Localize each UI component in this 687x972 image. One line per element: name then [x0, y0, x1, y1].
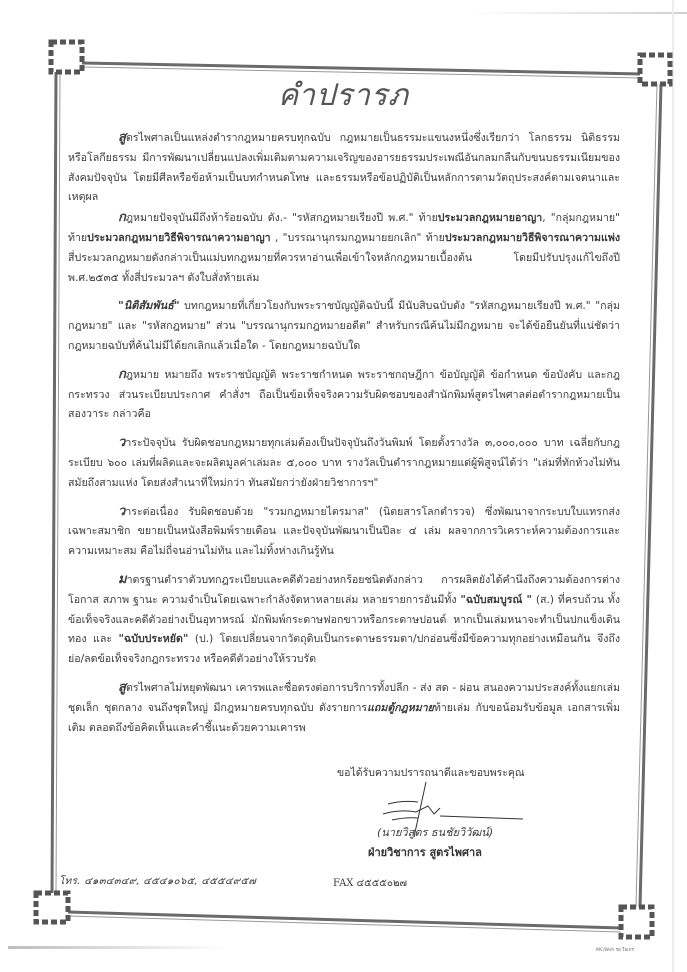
paragraph-8: สูตรไพศาลไม่หยุดพัฒนา เคารพและซื่อตรงต่อการบริการทั้งปลีก - ส่ง สด - ผ่อน สนองความประสงค์ทั้งแยกเล่ม ชุดเล็ก ชุดกลาง จนถึงชุดใหญ่ มีกฎหมายครบทุกฉบับ ดังรายการแถมตู้กฎหมายท้ายเล่ม กับขอน้อมรับข้อมูล เอกสารเพิ่มเติม ตลอดถึงข้อคิดเห็นและคำชี้แนะด้วยความเคารพ [68, 679, 620, 734]
paragraph-lead: ก [118, 366, 126, 382]
phone-numbers: โทร. ๔๑๓๔๓๔๙, ๔๕๔๑๐๖๕, ๔๕๕๔๙๕๗ [59, 876, 257, 887]
preface-body [68, 128, 620, 738]
paragraph-lead: "นิติสัมพันธ์" [118, 299, 180, 313]
paragraph-5: วาระปัจจุบัน รับผิดชอบกฎหมายทุกเล่มต้องเป็นปัจจุบันถึงวันพิมพ์ โดยตั้งรางวัล ๓,๐๐๐,๐๐๐ บาท เฉลี่ยกับกฎระเบียบ ๖๐๐ เล่มที่ผลิตและจะผลิตมูลค่าเล่มละ ๕,๐๐๐ บาท รางวัลเป็นตำรากฎหมายแด่ผู้พิสูจน์ได้ว่า "เล่มที่ทักท้วงไม่ทันสมัยถึงสามแห่ง โดยส่งสำเนาที่ใหม่กว่า ทันสมัยกว่ายังฝ่ายวิชาการฯ" [68, 435, 620, 489]
paragraph-lead: สู [118, 130, 126, 145]
signer-department: ฝ่ายวิชาการ สูตรไพศาล [368, 846, 482, 859]
paragraph-4: กฎหมาย หมายถึง พระราชบัญญัติ พระราชกำหนด พระราชกฤษฎีกา ข้อบัญญัติ ข้อกำหนด ข้อบังคับ และกฎกระทรวง ส่วนระเบียบประกาศ คำสั่งฯ ถือเป็นข้อเท็จจริงความรับผิดชอบของสำนักพิมพ์สูตรไพศาลต่อตำรากฎหมายเป็นสองวาระ กล่าวคือ [68, 366, 620, 421]
closing-line: ขอได้รับความปรารถนาดีและขอบพระคุณ [337, 767, 525, 779]
footnote-code: MC/Wsh รอ ใบเกร [596, 948, 634, 953]
paragraph-3: "นิติสัมพันธ์" บทกฎหมายที่เกี่ยวโยงกับพระราชบัญญัติฉบับนี้ มีนับสิบฉบับดัง "รหัสกฎหมายเรียงปี พ.ศ." "กลุ่มกฎหมาย" และ "รหัสกฎหมาย" ส่วน "บรรณานุกรมกฎหมายอดีต" สำหรับกรณีค้นไม่มีกฎหมาย จะได้ข้อยืนยันที่แน่ชัดว่ากฎหมายฉบับที่ค้นไม่มีได้ยกเลิกแล้วเมื่อใด - โดยกฎหมายฉบับใด [68, 299, 620, 352]
fax-number: FAX ๔๕๕๕๐๒๗ [333, 878, 408, 889]
paragraph-lead: ม [118, 571, 127, 587]
paragraph-2: กฎหมายปัจจุบันมีถึงห้าร้อยฉบับ ดัง.- "รหัสกฎหมายเรียงปี พ.ศ." ท้ายประมวลกฎหมายอาญา, "กลุ่มกฎหมาย" ท้ายประมวลกฎหมายวิธีพิจารณาความอาญา , "บรรณานุกรมกฎหมายยกเลิก" ท้ายประมวลกฎหมายวิธีพิจารณาความแพ่ง สี่ประมวลกฎหมายดังกล่าวเป็นแม่บทกฎหมายที่ควรหาอ่านเพื่อเข้าใจหลักกฎหมายเบื้องต้น โดยมีปรับปรุงแก้ไขถึงปี พ.ศ.๒๕๓๕ ทั้งสี่ประมวลฯ ดังใบสั่งท้ายเล่ม [68, 210, 620, 284]
paragraph-7: มาตรฐานตำราตัวบทกฎระเบียบและคดีตัวอย่างหกร้อยชนิดดังกล่าว การผลิตยังได้คำนึงถึงความต้องการต่างโอกาส สภาพ ฐานะ ความจำเป็นโดยเฉพาะกำลังจัดหาหลายเล่ม หลายรายการอันมีทั้ง "ฉบับสมบูรณ์ " (ส.) ที่ครบถ้วน ทั้งข้อเท็จจริงและคดีตัวอย่างเป็นอุทาหรณ์ มักพิมพ์กระดาษฟอกขาวหรือกระดาษปอนด์ หากเป็นเล่มหนาจะทำเป็นปกแข็งเดินทอง และ "ฉบับประหยัด" (ป.) โดยเปลี่ยนจากวัตถุดิบเป็นกระดาษธรรมดา/ปกอ่อนซึ่งมีข้อความทุกอย่างเหมือนกัน จึงถึงย่อ/ลดข้อเท็จจริงกฎกระทรวง หรือคดีตัวอย่างให้รวบรัด [68, 571, 620, 666]
signer-name: (นายวิสูตร ธนชัยวิวัฒน์) [377, 826, 494, 839]
paragraph-lead: ว [118, 435, 126, 451]
page-title: คำปรารภ [278, 78, 409, 113]
paragraph-1: สูตรไพศาลเป็นแหล่งตำรากฎหมายครบทุกฉบับ กฎหมายเป็นธรรมะแขนงหนึ่งซึ่งเรียกว่า โลกธรรม นิติธรรม หรือโลกียธรรม มีการพัฒนาเปลี่ยนแปลงเพิ่มเติมตามความเจริญของอารยธรรมประเพณีอันกลมกลืนกับขนบธรรมเนียมของสังคมปัจจุบัน โดยมีศีลหรือข้อห้ามเป็นบทกำหนดโทษ และธรรมหรือข้อปฏิบัติเป็นหลักการตามวัตถุประสงค์ตามเจตนาและเหตุผล [68, 130, 620, 204]
paragraph-lead: ก [118, 210, 126, 226]
paragraph-6: วาระต่อเนื่อง รับผิดชอบด้วย "รวมกฎหมายไตรมาส" (นิตยสารโลกตำรวจ) ซึ่งพัฒนาจากระบบใบแทรกส่งเฉพาะสมาชิก ขยายเป็นหนังสือพิมพ์รายเดือน และปัจจุบันพัฒนาเป็นปีละ ๔ เล่ม ผลจากการวิเคราะห์ความต้องการและความเหมาะสม คือไม่ถี่จนอ่านไม่ทัน และไม่ทิ้งห่างเกินรู้ทัน [68, 503, 620, 558]
paragraph-lead: สู [118, 679, 126, 695]
paragraph-lead: ว [118, 503, 126, 519]
